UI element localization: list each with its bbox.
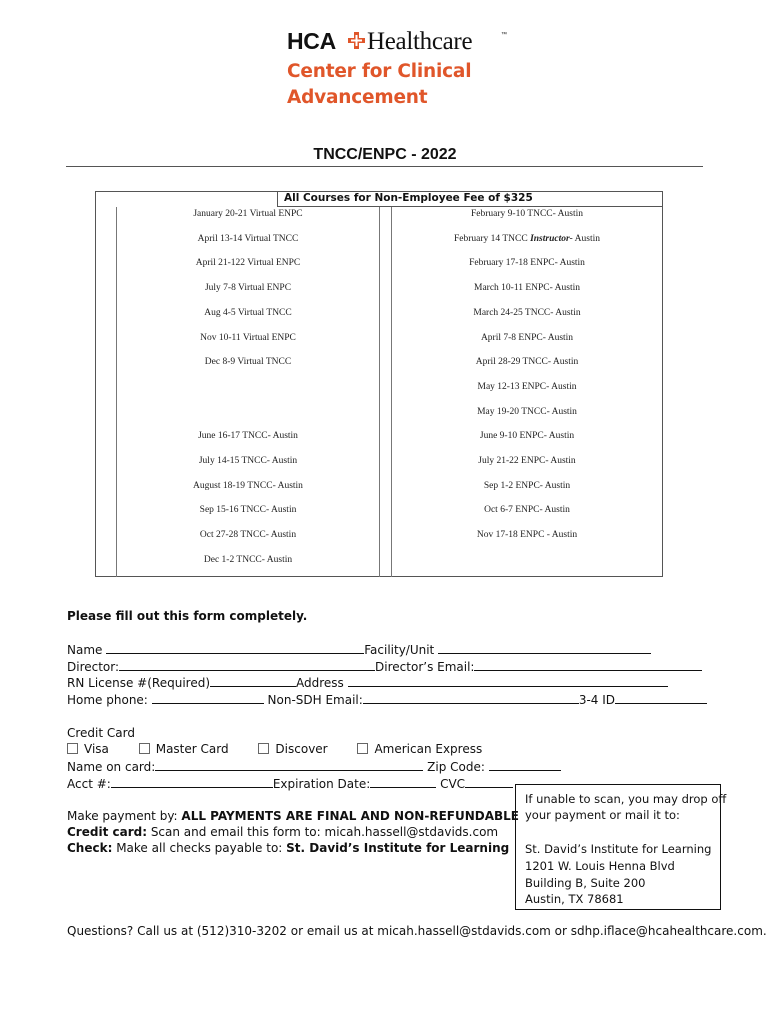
name-label: Name bbox=[67, 643, 103, 657]
mail-address-box bbox=[515, 784, 727, 910]
schedule-right-cell: May 12-13 ENPC- Austin bbox=[477, 382, 577, 392]
mail-address-line3: Building B, Suite 200 bbox=[525, 876, 646, 890]
hca-cross-icon bbox=[348, 32, 365, 49]
director-field[interactable] bbox=[119, 659, 375, 671]
center-name-line1: Center for Clinical bbox=[287, 61, 472, 82]
mastercard-option[interactable] bbox=[139, 742, 229, 756]
discover-label: Discover bbox=[275, 742, 328, 756]
amex-option[interactable] bbox=[357, 742, 482, 756]
facility-field[interactable] bbox=[438, 642, 651, 654]
name-field[interactable] bbox=[106, 642, 364, 654]
home-phone-label: Home phone: bbox=[67, 693, 148, 707]
phone-row bbox=[67, 692, 707, 707]
schedule-left-cell: Aug 4-5 Virtual TNCC bbox=[204, 308, 292, 318]
director-email-field[interactable] bbox=[474, 659, 702, 671]
mastercard-label: Master Card bbox=[155, 742, 229, 756]
visa-option[interactable] bbox=[67, 742, 109, 756]
schedule-right-cell: Oct 6-7 ENPC- Austin bbox=[484, 505, 570, 515]
address-label: Address bbox=[296, 676, 344, 690]
acct-label: Acct #: bbox=[67, 777, 111, 791]
cc-label: Credit card: bbox=[67, 825, 147, 839]
table-divider bbox=[379, 207, 380, 577]
schedule-right-cell: February 17-18 ENPC- Austin bbox=[469, 258, 585, 268]
mail-address-line1: St. David’s Institute for Learning bbox=[525, 842, 712, 856]
payment-final-text: ALL PAYMENTS ARE FINAL AND NON-REFUNDABLE bbox=[181, 809, 519, 823]
facility-label: Facility/Unit bbox=[364, 643, 435, 657]
director-email-label: Director’s Email: bbox=[375, 660, 475, 674]
non-sdh-email-field[interactable] bbox=[363, 692, 579, 704]
mail-note-line2: your payment or mail it to: bbox=[525, 808, 680, 822]
cvc-label: CVC bbox=[440, 777, 466, 791]
schedule-left-cell: Dec 8-9 Virtual TNCC bbox=[204, 357, 292, 367]
license-row bbox=[67, 675, 668, 690]
schedule-right-cell: June 9-10 ENPC- Austin bbox=[479, 431, 575, 441]
schedule-header: All Courses for Non-Employee Fee of $325 bbox=[277, 191, 663, 207]
zip-field[interactable] bbox=[489, 759, 561, 771]
cvc-field[interactable] bbox=[465, 776, 513, 788]
id-field[interactable] bbox=[615, 692, 707, 704]
schedule-left-cell: Sep 15-16 TNCC- Austin bbox=[199, 505, 297, 515]
cc-text: Scan and email this form to: micah.hassell@stdavids.com bbox=[147, 825, 499, 839]
instructor-label: Instructor- bbox=[530, 234, 573, 244]
checkbox-icon[interactable] bbox=[139, 743, 150, 754]
schedule-left-cell: July 7-8 Virtual ENPC bbox=[204, 283, 292, 293]
expiration-field[interactable] bbox=[370, 776, 436, 788]
logo-healthcare-text: Healthcare bbox=[367, 28, 473, 55]
schedule-right-text: February 14 TNCC bbox=[453, 234, 531, 244]
schedule-left-cell: Dec 1-2 TNCC- Austin bbox=[203, 555, 293, 565]
name-row bbox=[67, 642, 651, 657]
form-intro: Please fill out this form completely. bbox=[67, 609, 308, 623]
schedule-right-cell bbox=[392, 234, 662, 244]
payment-line bbox=[67, 809, 519, 823]
schedule-right-cell: July 21-22 ENPC- Austin bbox=[478, 456, 576, 466]
schedule-left-cell: June 16-17 TNCC- Austin bbox=[198, 431, 298, 441]
check-text: Make all checks payable to: bbox=[112, 841, 287, 855]
schedule-right-cell: March 24-25 TNCC- Austin bbox=[473, 308, 581, 318]
expiration-label: Expiration Date: bbox=[272, 777, 371, 791]
schedule-left-cell: Nov 10-11 Virtual ENPC bbox=[200, 333, 296, 343]
mail-note-line1: If unable to scan, you may drop off bbox=[525, 792, 727, 806]
schedule-left-cell: Oct 27-28 TNCC- Austin bbox=[199, 530, 297, 540]
schedule-right-cell: April 28-29 TNCC- Austin bbox=[475, 357, 579, 367]
check-label: Check: bbox=[67, 841, 113, 855]
amex-label: American Express bbox=[374, 742, 483, 756]
check-instruction bbox=[67, 841, 509, 855]
schedule-left-cell: July 14-15 TNCC- Austin bbox=[198, 456, 298, 466]
director-label: Director: bbox=[67, 660, 120, 674]
footer-questions: Questions? Call us at (512)310-3202 or email us at micah.hassell@stdavids.com or sdhp.iflace@hcahealthcare.com. bbox=[67, 924, 767, 938]
non-sdh-email-label: Non-SDH Email: bbox=[267, 693, 363, 707]
name-on-card-label: Name on card: bbox=[67, 760, 156, 774]
logo-trademark: ™ bbox=[501, 32, 507, 38]
schedule-left-cell: April 21-122 Virtual ENPC bbox=[195, 258, 301, 268]
mail-address-line4: Austin, TX 78681 bbox=[525, 892, 624, 906]
acct-row bbox=[67, 776, 513, 791]
discover-option[interactable] bbox=[258, 742, 327, 756]
schedule-left-cell: April 13-14 Virtual TNCC bbox=[197, 234, 299, 244]
instructor-tail: Austin bbox=[572, 234, 601, 244]
check-payee: St. David’s Institute for Learning bbox=[286, 841, 510, 855]
title-rule bbox=[66, 166, 703, 167]
zip-label: Zip Code: bbox=[427, 760, 485, 774]
director-row bbox=[67, 659, 702, 674]
payment-by-label: Make payment by: bbox=[67, 809, 182, 823]
document-title: TNCC/ENPC - 2022 bbox=[313, 146, 457, 163]
card-name-row bbox=[67, 759, 561, 774]
address-field[interactable] bbox=[348, 675, 668, 687]
checkbox-icon[interactable] bbox=[258, 743, 269, 754]
schedule-right-cell: April 7-8 ENPC- Austin bbox=[480, 333, 574, 343]
card-type-row bbox=[67, 742, 482, 756]
schedule-left-cell: January 20-21 Virtual ENPC bbox=[193, 209, 303, 219]
schedule-right-cell: March 10-11 ENPC- Austin bbox=[474, 283, 580, 293]
center-name-line2: Advancement bbox=[287, 87, 428, 108]
schedule-right-cell: May 19-20 TNCC- Austin bbox=[477, 407, 577, 417]
rn-license-label: RN License #(Required) bbox=[67, 676, 211, 690]
home-phone-field[interactable] bbox=[152, 692, 264, 704]
credit-card-instruction bbox=[67, 825, 498, 839]
schedule-right-cell: Sep 1-2 ENPC- Austin bbox=[483, 481, 571, 491]
credit-card-heading: Credit Card bbox=[67, 726, 135, 740]
checkbox-icon[interactable] bbox=[67, 743, 78, 754]
schedule-left-cell: August 18-19 TNCC- Austin bbox=[193, 481, 303, 491]
checkbox-icon[interactable] bbox=[357, 743, 368, 754]
acct-field[interactable] bbox=[111, 776, 273, 788]
schedule-right-cell: February 9-10 TNCC- Austin bbox=[471, 209, 583, 219]
logo-hca-text: HCA bbox=[287, 28, 336, 54]
visa-label: Visa bbox=[84, 742, 109, 756]
id-label: 3-4 ID bbox=[578, 693, 616, 707]
rn-license-field[interactable] bbox=[210, 675, 296, 687]
mail-address-line2: 1201 W. Louis Henna Blvd bbox=[525, 859, 675, 873]
schedule-right-cell: Nov 17-18 ENPC - Austin bbox=[476, 530, 578, 540]
name-on-card-field[interactable] bbox=[155, 759, 423, 771]
